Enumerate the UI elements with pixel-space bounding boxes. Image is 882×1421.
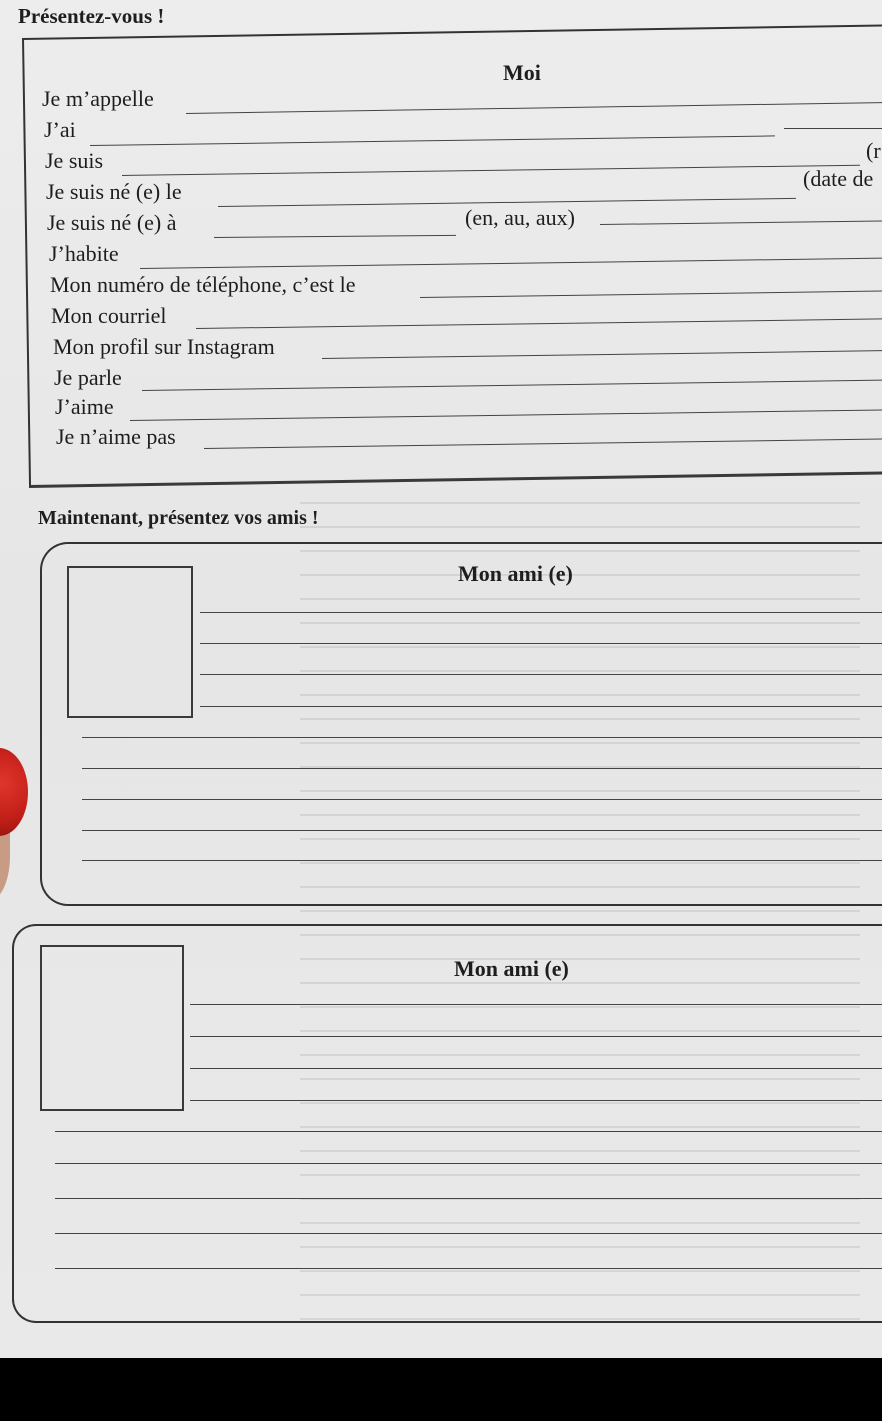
friend-2-line-7[interactable] — [55, 1198, 882, 1199]
friend-1-line-7[interactable] — [82, 799, 882, 800]
friend-2-photo-frame[interactable] — [40, 945, 184, 1111]
field-label-habite: J’habite — [49, 241, 119, 266]
note-date-partial: (date de — [803, 166, 874, 191]
friend-2-line-9[interactable] — [55, 1268, 882, 1269]
friend-box-1-title: Mon ami (e) — [458, 561, 573, 586]
friend-1-line-4[interactable] — [200, 706, 882, 707]
field-label-age: J’ai — [44, 117, 76, 142]
friend-2-line-4[interactable] — [190, 1100, 882, 1101]
note-birthplace-prepositions: (en, au, aux) — [465, 205, 575, 230]
field-label-je-suis: Je suis — [45, 148, 104, 173]
field-label-instagram: Mon profil sur Instagram — [53, 334, 275, 359]
friend-1-line-1[interactable] — [200, 612, 882, 613]
answer-line-age-extra[interactable] — [784, 128, 882, 129]
field-label-courriel: Mon courriel — [51, 303, 167, 328]
friend-2-line-6[interactable] — [55, 1163, 882, 1164]
field-label-aime: J’aime — [55, 394, 114, 419]
friend-1-line-5[interactable] — [82, 737, 882, 738]
moi-box-title: Moi — [503, 60, 541, 85]
friend-2-line-2[interactable] — [190, 1036, 882, 1037]
friend-1-line-8[interactable] — [82, 830, 882, 831]
friend-2-line-1[interactable] — [190, 1004, 882, 1005]
field-label-telephone: Mon numéro de téléphone, c’est le — [50, 272, 356, 297]
field-label-nom: Je m’appelle — [42, 86, 154, 111]
friend-1-line-2[interactable] — [200, 643, 882, 644]
red-fingernail — [0, 748, 28, 836]
friend-1-photo-frame[interactable] — [67, 566, 193, 718]
friend-2-line-5[interactable] — [55, 1131, 882, 1132]
field-label-date-naissance: Je suis né (e) le — [46, 179, 182, 204]
section-heading-amis: Maintenant, présentez vos amis ! — [38, 507, 319, 529]
friend-1-line-3[interactable] — [200, 674, 882, 675]
friend-2-line-3[interactable] — [190, 1068, 882, 1069]
field-label-lieu-naissance: Je suis né (e) à — [47, 210, 177, 235]
note-je-suis-partial: (r — [866, 138, 881, 163]
friend-2-line-8[interactable] — [55, 1233, 882, 1234]
friend-1-line-6[interactable] — [82, 768, 882, 769]
friend-box-2-title: Mon ami (e) — [454, 956, 569, 981]
field-label-aime-pas: Je n’aime pas — [56, 424, 176, 449]
friend-1-line-9[interactable] — [82, 860, 882, 861]
section-heading-presentez-vous: Présentez-vous ! — [18, 4, 165, 28]
field-label-langues: Je parle — [54, 365, 122, 390]
